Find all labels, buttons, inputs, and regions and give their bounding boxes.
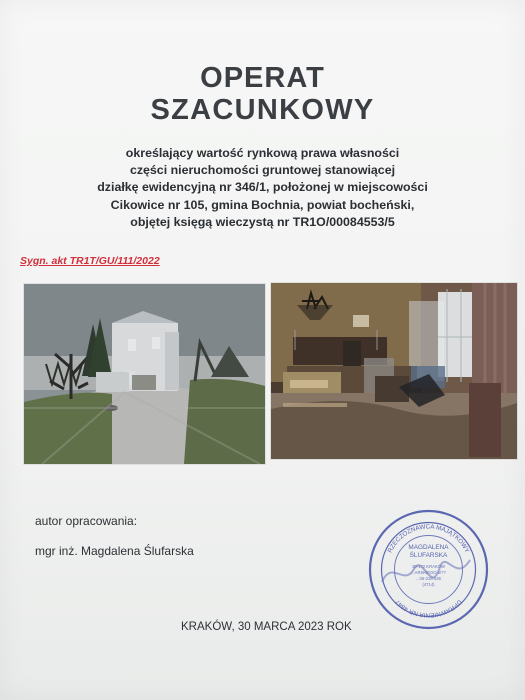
property-interior-photo [271,283,517,459]
place-and-date: KRAKÓW, 30 MARCA 2023 ROK [181,621,352,633]
property-interior-photo-image [271,283,517,459]
property-exterior-photo [24,284,265,464]
description-line-5: objętej księgą wieczystą nr TR1O/00084553/5 [130,214,395,229]
description-line-1: określający wartość rynkową prawa własności [125,146,400,160]
stamp-seal-image [366,507,491,632]
property-exterior-photo-image [24,284,265,464]
stamp-name-line-1: MAGDALENA [408,544,449,551]
stamp-address-line-2: ...ARSKIEGO 5/?? [411,570,446,575]
stamp-top-text: RZECZOZNAWCA MAJĄTKOWY [386,523,471,555]
description-line-3: działkę ewidencyjną nr 346/1, położonej w miejscowości [97,180,428,195]
author-name: mgr inż. Magdalena Ślufarska [35,544,194,558]
case-signature: Sygn. akt TR1T/GU/111/2022 [20,255,160,267]
official-stamp [366,507,491,632]
stamp-address-line-4: (4714) [422,582,435,587]
description-line-2: części nieruchomości gruntowej stanowiącej [129,163,396,178]
document-title-line-1: OPERAT [200,62,325,94]
stamp-address-line-1: 30-1?2 KRAKÓW [412,564,445,569]
author-label: autor opracowania: [35,514,138,528]
document-description [0,145,525,231]
description-line-4: Cikowice nr 105, gmina Bochnia, powiat bocheński, [110,197,415,212]
stamp-address-line-3: ...06-218-636 [416,576,441,581]
stamp-name-line-2: ŚLUFARSKA [409,552,448,559]
document-title-line-2: SZACUNKOWY [150,94,375,126]
stamp-bottom-text: UPRAWNIENIA NR 4847 [394,598,463,619]
